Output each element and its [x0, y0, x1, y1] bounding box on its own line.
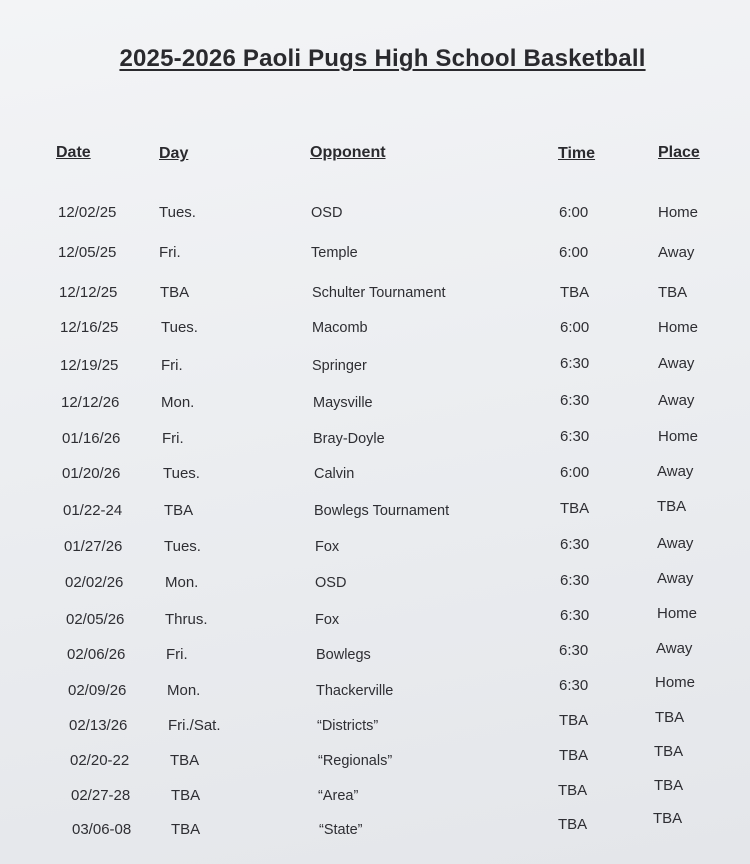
date-cell: 01/22-24 [63, 502, 123, 519]
opponent-cell: Springer [312, 358, 367, 374]
day-cell: TBA [171, 821, 201, 838]
date-cell: 12/12/26 [61, 394, 120, 411]
date-cell: 12/16/25 [60, 319, 119, 336]
opponent-cell: “Regionals” [318, 753, 393, 769]
time-cell: 6:30 [560, 572, 590, 589]
day-cell: TBA [164, 502, 194, 519]
place-cell: Home [658, 319, 699, 336]
day-cell: Fri. [162, 430, 184, 447]
time-cell: 6:30 [560, 536, 590, 553]
date-cell: 12/05/25 [58, 244, 117, 261]
opponent-cell: Fox [315, 539, 340, 555]
time-cell: TBA [560, 500, 590, 517]
time-cell: TBA [559, 747, 589, 764]
date-cell: 12/02/25 [58, 204, 117, 221]
header-place: Place [658, 144, 700, 161]
table-row [0, 640, 750, 670]
table-row [0, 810, 750, 845]
time-cell: 6:30 [560, 607, 590, 624]
time-cell: 6:30 [560, 392, 590, 409]
time-cell: TBA [560, 284, 590, 301]
date-cell: 01/16/26 [62, 430, 121, 447]
date-cell: 01/27/26 [64, 538, 123, 555]
header-date: Date [56, 144, 91, 161]
day-cell: Tues. [164, 538, 201, 555]
opponent-cell: “Area” [318, 788, 359, 804]
date-cell: 02/02/26 [65, 574, 124, 591]
opponent-cell: Schulter Tournament [312, 285, 446, 301]
table-row [0, 204, 750, 228]
table-row [0, 535, 750, 562]
place-cell: Away [658, 355, 695, 372]
date-cell: 02/06/26 [67, 646, 126, 663]
day-cell: Fri. [166, 646, 188, 663]
time-cell: TBA [558, 782, 588, 799]
day-cell: Tues. [161, 319, 198, 336]
header-time: Time [558, 145, 596, 162]
opponent-cell: “State” [319, 822, 363, 838]
day-cell: Fri./Sat. [168, 717, 221, 734]
opponent-cell: Bowlegs Tournament [314, 503, 450, 519]
date-cell: 02/13/26 [69, 717, 128, 734]
date-cell: 02/05/26 [66, 611, 125, 628]
day-cell: Tues. [159, 204, 196, 221]
day-cell: Mon. [165, 574, 199, 591]
table-row [0, 430, 750, 454]
opponent-cell: Calvin [314, 466, 355, 482]
place-cell: TBA [658, 284, 688, 301]
place-cell: TBA [654, 777, 684, 794]
day-cell: Mon. [167, 682, 201, 699]
date-cell: 02/20-22 [70, 752, 130, 769]
opponent-cell: “Districts” [317, 718, 379, 734]
time-cell: 6:00 [559, 244, 589, 261]
time-cell: 6:30 [559, 642, 589, 659]
place-cell: Home [655, 674, 696, 691]
table-row [0, 570, 750, 598]
table-row [0, 394, 750, 418]
date-cell: 12/19/25 [60, 357, 119, 374]
opponent-cell: Fox [315, 612, 340, 628]
day-cell: Mon. [161, 394, 195, 411]
opponent-cell: OSD [315, 575, 347, 591]
time-cell: TBA [559, 712, 589, 729]
place-cell: Away [656, 640, 693, 657]
day-cell: TBA [160, 284, 190, 301]
place-cell: TBA [655, 709, 685, 726]
opponent-cell: Temple [311, 245, 358, 261]
table-row [0, 319, 750, 343]
table-row [0, 674, 750, 706]
opponent-cell: Macomb [312, 320, 368, 336]
table-row [0, 709, 750, 741]
opponent-cell: Maysville [313, 395, 373, 411]
place-cell: Home [658, 428, 699, 445]
table-row [0, 357, 750, 381]
table-row [0, 465, 750, 489]
opponent-cell: Bray-Doyle [313, 431, 385, 447]
header-opponent: Opponent [310, 144, 386, 161]
opponent-cell: Thackerville [316, 683, 394, 699]
day-cell: Tues. [163, 465, 200, 482]
time-cell: 6:00 [560, 464, 590, 481]
table-row [0, 498, 750, 526]
date-cell: 02/09/26 [68, 682, 127, 699]
day-cell: Fri. [159, 244, 181, 261]
time-cell: 6:30 [560, 428, 590, 445]
date-cell: 02/27-28 [71, 787, 131, 804]
day-cell: Thrus. [165, 611, 208, 628]
place-cell: TBA [654, 743, 684, 760]
date-cell: 01/20/26 [62, 465, 121, 482]
header-day: Day [159, 145, 189, 162]
place-cell: Home [657, 605, 698, 622]
time-cell: 6:30 [559, 677, 589, 694]
time-cell: 6:30 [560, 355, 590, 372]
place-cell: Home [658, 204, 699, 221]
place-cell: Away [658, 244, 695, 261]
day-cell: TBA [170, 752, 200, 769]
day-cell: Fri. [161, 357, 183, 374]
place-cell: Away [657, 535, 694, 552]
table-row [0, 244, 750, 268]
place-cell: TBA [653, 810, 683, 827]
table-row [0, 743, 750, 776]
schedule-title: 2025-2026 Paoli Pugs High School Basketball [119, 45, 646, 72]
time-cell: 6:00 [559, 204, 589, 221]
date-cell: 03/06-08 [72, 821, 132, 838]
table-row [0, 777, 750, 811]
place-cell: Away [658, 392, 695, 409]
place-cell: Away [657, 463, 694, 480]
table-row [0, 284, 750, 308]
opponent-cell: OSD [311, 205, 343, 221]
time-cell: TBA [558, 816, 588, 833]
day-cell: TBA [171, 787, 201, 804]
table-row [0, 605, 750, 635]
time-cell: 6:00 [560, 319, 590, 336]
opponent-cell: Bowlegs [316, 647, 371, 663]
place-cell: Away [657, 570, 694, 587]
place-cell: TBA [657, 498, 687, 515]
date-cell: 12/12/25 [59, 284, 118, 301]
